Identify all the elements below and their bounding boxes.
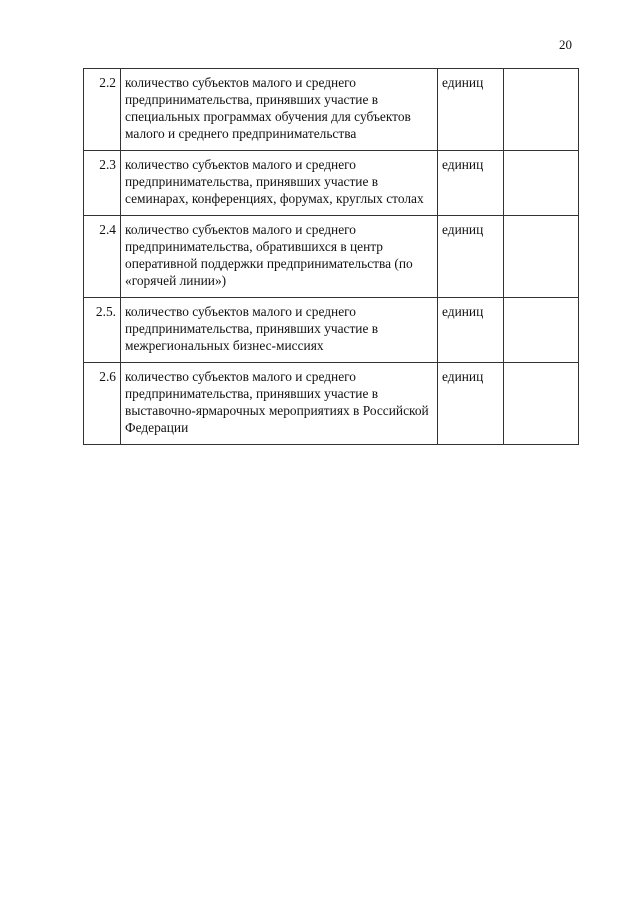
row-unit: единиц [438, 298, 504, 363]
row-value [504, 151, 579, 216]
row-value [504, 363, 579, 445]
table-row [84, 363, 579, 445]
table-row [84, 69, 579, 151]
table-row [84, 298, 579, 363]
row-description: количество субъектов малого и среднего предпринимательства, принявших участие в специальных программах обучения для субъектов малого и среднего предпринимательства [121, 69, 438, 151]
row-number: 2.2 [84, 69, 121, 151]
row-description: количество субъектов малого и среднего предпринимательства, принявших участие в межрегиональных бизнес-миссиях [121, 298, 438, 363]
indicators-table [83, 68, 579, 445]
row-value [504, 298, 579, 363]
row-value [504, 69, 579, 151]
row-unit: единиц [438, 216, 504, 298]
row-number: 2.6 [84, 363, 121, 445]
row-description: количество субъектов малого и среднего предпринимательства, принявших участие в выставочно-ярмарочных мероприятиях в Российской Федерации [121, 363, 438, 445]
row-number: 2.3 [84, 151, 121, 216]
row-number: 2.4 [84, 216, 121, 298]
row-unit: единиц [438, 363, 504, 445]
table-row [84, 216, 579, 298]
row-description: количество субъектов малого и среднего предпринимательства, обратившихся в центр оперативной поддержки предпринимательства (по «горячей линии») [121, 216, 438, 298]
row-number: 2.5. [84, 298, 121, 363]
row-value [504, 216, 579, 298]
row-unit: единиц [438, 151, 504, 216]
table-row [84, 151, 579, 216]
row-description: количество субъектов малого и среднего предпринимательства, принявших участие в семинарах, конференциях, форумах, круглых столах [121, 151, 438, 216]
row-unit: единиц [438, 69, 504, 151]
page-number: 20 [559, 37, 572, 52]
